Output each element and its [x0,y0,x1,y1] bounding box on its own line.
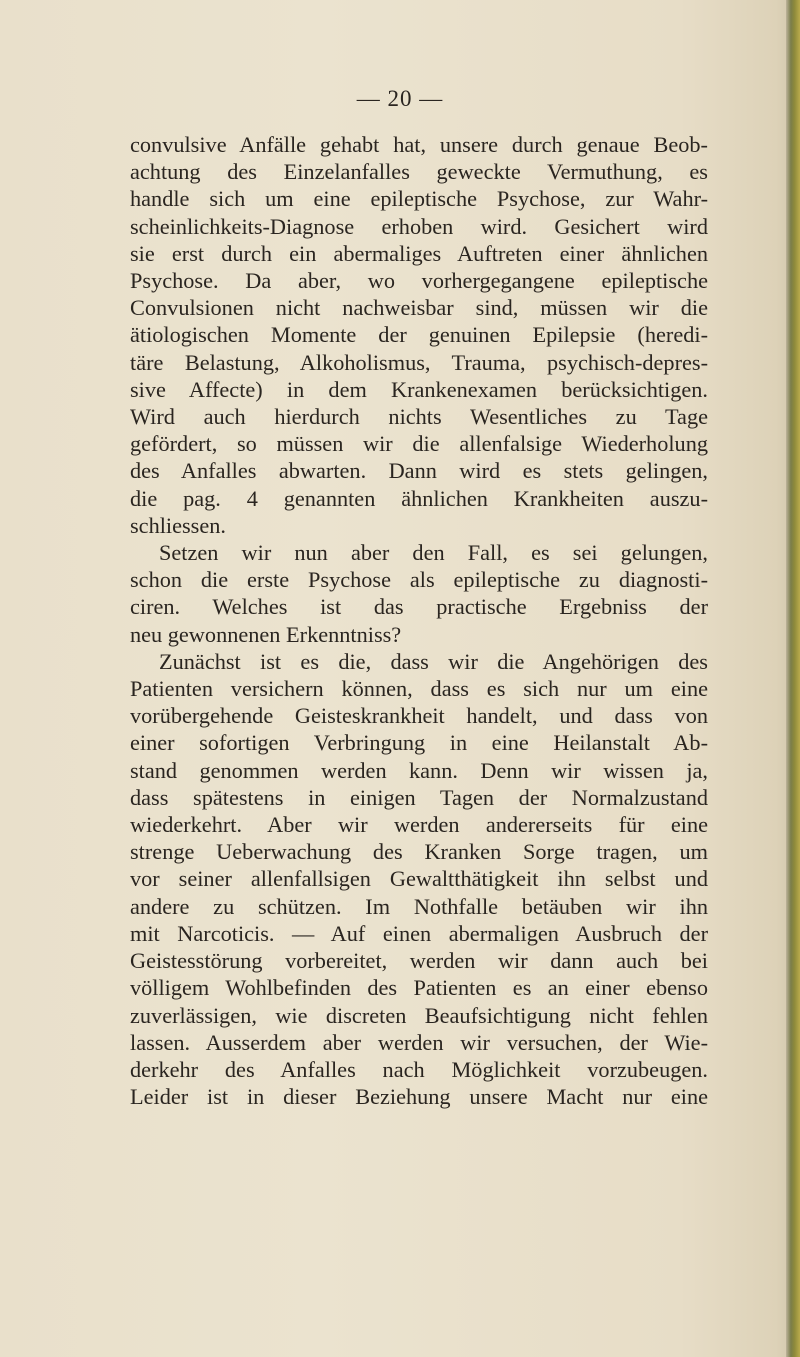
paragraph-first-line: Setzen wir nun aber den Fall, es sei gelungen, [159,540,708,566]
text-line: Psychose. Da aber, wo vorhergegangene epileptische [130,268,708,294]
text-line: neu gewonnenen Erkenntniss? [130,621,402,647]
text-line: einer sofortigen Verbringung in eine Heilanstalt Ab- [130,730,708,756]
text-line: völligem Wohlbefinden des Patienten es an einer ebenso [130,975,708,1001]
text-line: Wird auch hierdurch nichts Wesentliches zu Tage [130,404,708,430]
text-line: dass spätestens in einigen Tagen der Normalzustand [130,784,708,810]
text-line: schliessen. [130,512,226,538]
text-line: des Anfalles abwarten. Dann wird es stets gelingen, [130,458,708,484]
text-line: achtung des Einzelanfalles geweckte Vermuthung, es [130,159,708,185]
text-line: handle sich um eine epileptische Psychose, zur Wahr- [130,186,708,212]
text-line: sie erst durch ein abermaliges Auftreten einer ähnlichen [130,240,708,266]
paragraph-first-line: Zunächst ist es die, dass wir die Angehörigen des [159,648,708,674]
text-line: täre Belastung, Alkoholismus, Trauma, psychisch-depres- [130,349,708,375]
text-line: schon die erste Psychose als epileptische zu diagnosti- [130,567,708,593]
text-line: vorübergehende Geisteskrankheit handelt, und dass von [130,703,708,729]
text-line: convulsive Anfälle gehabt hat, unsere durch genaue Beob- [130,132,708,157]
text-line: vor seiner allenfallsigen Gewaltthätigkeit ihn selbst und [130,866,708,892]
text-line: andere zu schützen. Im Nothfalle betäuben wir ihn [130,893,708,919]
text-line: Patienten versichern können, dass es sich nur um eine [130,676,708,702]
text-line: strenge Ueberwachung des Kranken Sorge tragen, um [130,839,708,865]
text-line: wiederkehrt. Aber wir werden andererseits für eine [130,812,708,838]
text-line: sive Affecte) in dem Krankenexamen berücksichtigen. [130,376,708,402]
text-line: Geistesstörung vorbereitet, werden wir dann auch bei [130,948,708,974]
text-line: ciren. Welches ist das practische Ergebniss der [130,594,708,620]
text-line: Leider ist in dieser Beziehung unsere Macht nur eine [130,1084,708,1110]
text-line: gefördert, so müssen wir die allenfalsige Wiederholung [130,431,708,457]
body-text [130,131,708,1110]
text-line: stand genommen werden kann. Denn wir wissen ja, [130,757,708,783]
page-number: — 20 — [356,86,444,111]
text-line: derkehr des Anfalles nach Möglichkeit vorzubeugen. [130,1056,708,1082]
text-line: die pag. 4 genannten ähnlichen Krankheiten auszu- [130,485,708,511]
text-line: scheinlichkeits-Diagnose erhoben wird. Gesichert wird [130,213,708,239]
text-line: mit Narcoticis. — Auf einen abermaligen Ausbruch der [130,920,708,946]
text-line: ätiologischen Momente der genuinen Epilepsie (heredi- [130,322,708,348]
text-line: lassen. Ausserdem aber werden wir versuchen, der Wie- [130,1029,708,1055]
text-line: zuverlässigen, wie discreten Beaufsichtigung nicht fehlen [130,1002,708,1028]
text-line: Convulsionen nicht nachweisbar sind, müssen wir die [130,295,708,321]
page-edge [786,0,800,1357]
